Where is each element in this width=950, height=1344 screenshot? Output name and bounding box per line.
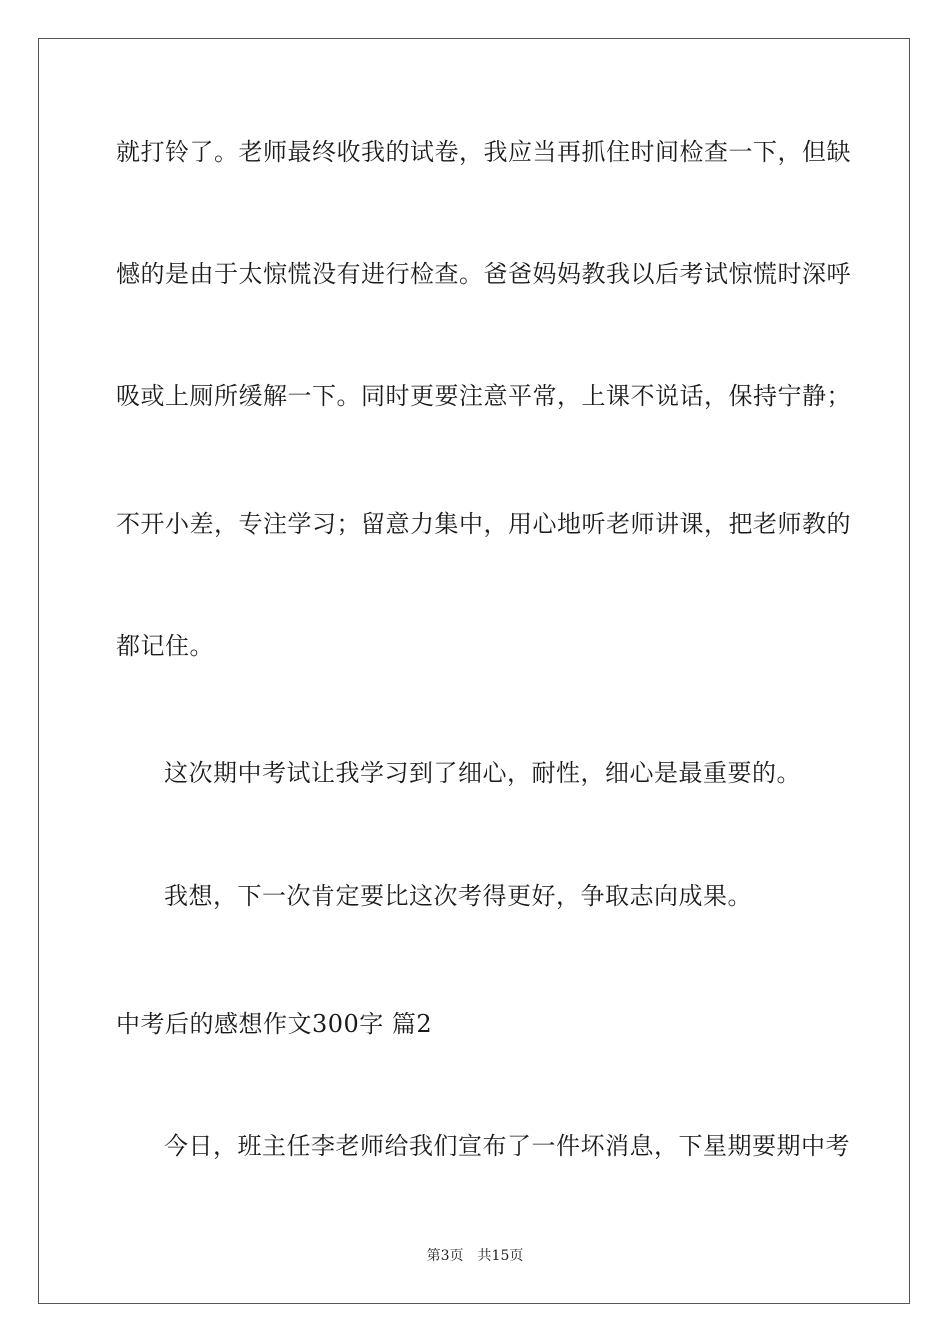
- paragraph-line: 吸或上厕所缓解一下。同时更要注意平常，上课不说话，保持宁静；: [116, 382, 851, 410]
- paragraph-line: 不开小差，专注学习；留意力集中，用心地听老师讲课，把老师教的: [116, 510, 851, 538]
- section-heading: 中考后的感想作文300字 篇2: [116, 1010, 433, 1038]
- page-border: [38, 38, 910, 1304]
- paragraph-line: 这次期中考试让我学习到了细心，耐性，细心是最重要的。: [164, 759, 801, 787]
- page-total: 共15页: [477, 1248, 524, 1264]
- paragraph-line: 今日，班主任李老师给我们宣布了一件坏消息，下星期要期中考: [164, 1132, 850, 1160]
- paragraph-line: 就打铃了。老师最终收我的试卷，我应当再抓住时间检查一下，但缺: [116, 138, 851, 166]
- page-footer: [0, 1247, 950, 1265]
- paragraph-line: 我想，下一次肯定要比这次考得更好，争取志向成果。: [164, 882, 752, 910]
- paragraph-line: 憾的是由于太惊慌没有进行检查。爸爸妈妈教我以后考试惊慌时深呼: [116, 260, 851, 288]
- page-number: 第3页: [426, 1248, 464, 1264]
- paragraph-line: 都记住。: [116, 632, 214, 660]
